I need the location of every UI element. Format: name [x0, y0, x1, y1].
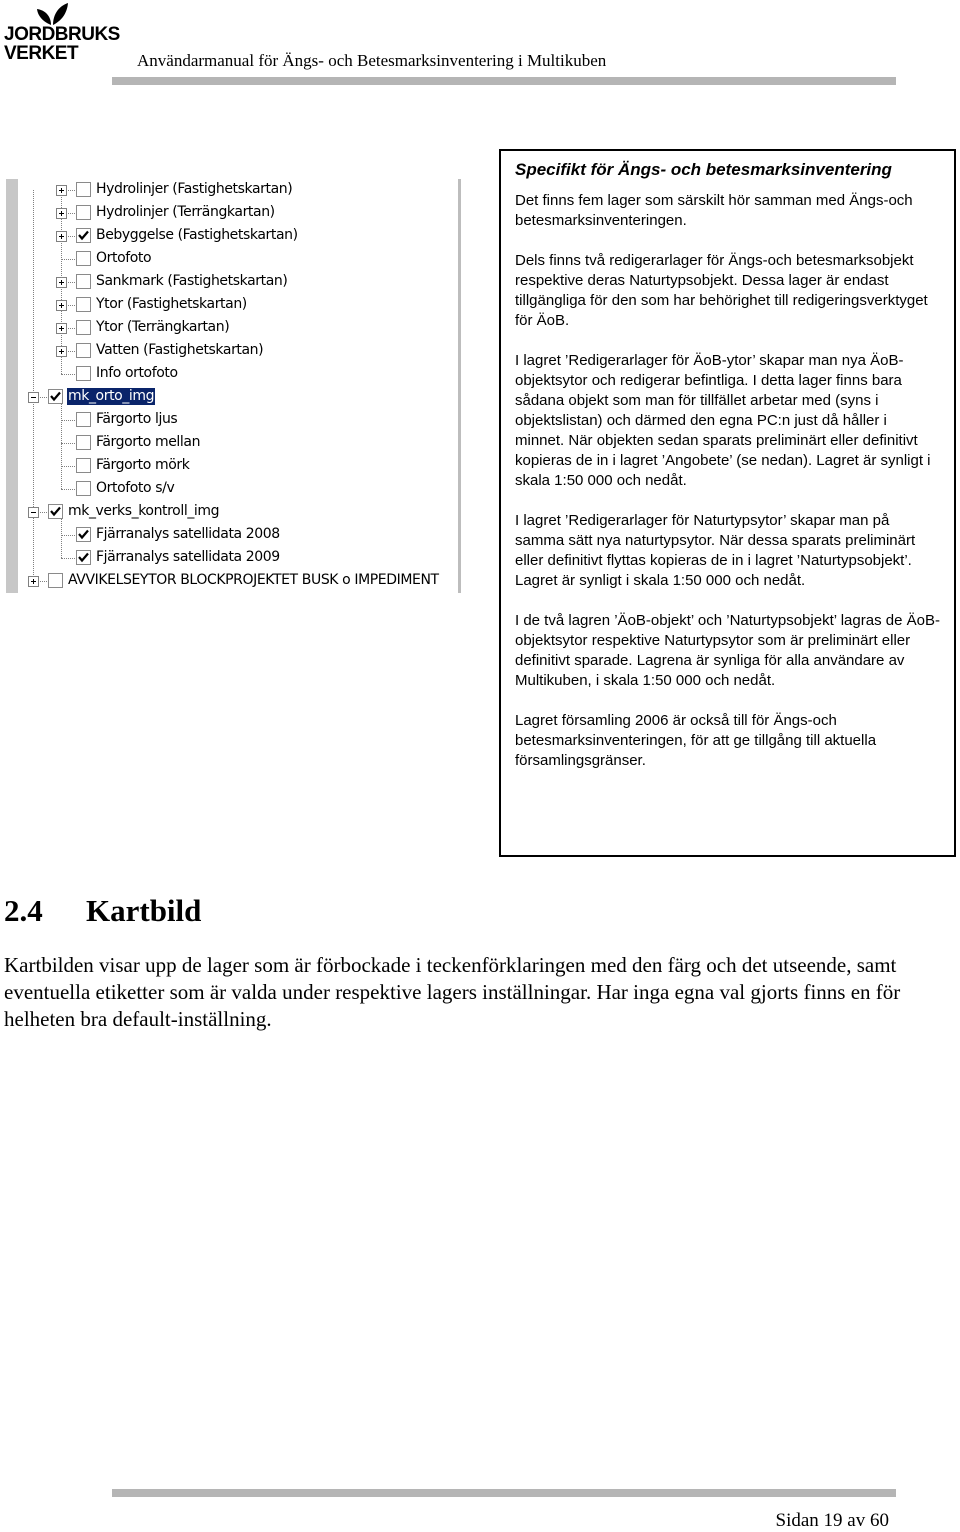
tree-node-label[interactable]: Hydrolinjer (Terrängkartan): [96, 204, 275, 220]
checkmark-icon: [50, 506, 61, 517]
expand-plus-icon[interactable]: [56, 185, 67, 196]
tree-node[interactable]: [6, 181, 461, 201]
info-paragraph: I lagret ’Redigerarlager för ÄoB-ytor’ skapar man nya ÄoB-objektsytor och redigerar befintliga. I detta lager finns bara sådana objekt som man för tillfället arbetar med (syns i objektslistan) och därmed den egna PC:n just då håller i minnet. När objekten sedan sparats preliminärt eller definitivt kopieras de in i lagret ’Angobete’ (se nedan). Lagret är synligt i skala 1:50 000 och nedåt.: [515, 352, 931, 489]
footer-divider: [112, 1489, 896, 1497]
checkbox-unchecked[interactable]: [76, 205, 91, 220]
tree-node[interactable]: [6, 503, 461, 523]
section-body: Kartbilden visar upp de lager som är förbockade i teckenförklaringen med den färg och det utseende, samt eventuella etiketter som är valda under respektive lagers inställningar. Har inga egna val gjorts finns en för helheten bra default-inställning.: [4, 953, 901, 1031]
document-header-title: Användarmanual för Ängs- och Betesmarksinventering i Multikuben: [137, 51, 607, 70]
checkbox-checked[interactable]: [48, 389, 63, 404]
checkbox-unchecked[interactable]: [76, 481, 91, 496]
tree-node[interactable]: [6, 434, 461, 454]
tree-connector-line: [61, 535, 75, 536]
expand-plus-icon[interactable]: [56, 277, 67, 288]
tree-node[interactable]: [6, 319, 461, 339]
checkbox-unchecked[interactable]: [76, 297, 91, 312]
page-number: Sidan 19 av 60: [775, 1510, 889, 1531]
tree-node[interactable]: [6, 250, 461, 270]
tree-node-label[interactable]: Ytor (Fastighetskartan): [96, 296, 247, 312]
info-paragraph: Dels finns två redigerarlager för Ängs-och betesmarksobjekt respektive deras Naturtypsobjekt. Dessa lager är endast tillgängliga för den som har behörighet till redigeringsverktyget för ÄoB.: [515, 252, 928, 329]
tree-node-label[interactable]: Fjärranalys satellidata 2008: [96, 526, 280, 542]
leaf-icon: [34, 2, 70, 26]
tree-node-label[interactable]: Färgorto mörk: [96, 457, 190, 473]
tree-node-label[interactable]: Info ortofoto: [96, 365, 178, 381]
expand-plus-icon[interactable]: [56, 208, 67, 219]
checkbox-checked[interactable]: [76, 527, 91, 542]
tree-connector-line: [61, 443, 75, 444]
tree-node-label[interactable]: Ortofoto s/v: [96, 480, 175, 496]
tree-connector-line: [61, 558, 75, 559]
header-divider: [112, 77, 896, 85]
section-heading: [4, 893, 201, 929]
collapse-minus-icon[interactable]: [28, 507, 39, 518]
section-title: Kartbild: [86, 893, 202, 928]
tree-node[interactable]: [6, 227, 461, 247]
tree-node[interactable]: [6, 296, 461, 316]
info-paragraph: Det finns fem lager som särskilt hör samman med Ängs-och betesmarksinventeringen.: [515, 192, 913, 229]
tree-node-label[interactable]: Ortofoto: [96, 250, 152, 266]
tree-node[interactable]: [6, 411, 461, 431]
tree-node[interactable]: [6, 457, 461, 477]
tree-node[interactable]: [6, 526, 461, 546]
checkbox-unchecked[interactable]: [76, 182, 91, 197]
tree-node-label[interactable]: Hydrolinjer (Fastighetskartan): [96, 181, 293, 197]
section-number: 2.4: [4, 893, 43, 928]
expand-plus-icon[interactable]: [56, 346, 67, 357]
tree-connector-line: [61, 374, 75, 375]
tree-node-label[interactable]: Vatten (Fastighetskartan): [96, 342, 264, 358]
logo-text-line2: VERKET: [4, 43, 79, 64]
checkbox-unchecked[interactable]: [76, 412, 91, 427]
info-paragraph: I lagret ’Redigerarlager för Naturtypsytor’ skapar man på samma sätt nya naturtypsytor. När dessa sparats preliminärt eller definitivt flyttas kopieras de in i lagret ’Naturtypsobjekt’. Lagret är synligt i skala 1:50 000 och nedåt.: [515, 512, 916, 589]
tree-node-label[interactable]: mk_orto_img: [68, 388, 155, 404]
tree-node[interactable]: [6, 572, 461, 592]
checkbox-unchecked[interactable]: [76, 458, 91, 473]
collapse-minus-icon[interactable]: [28, 392, 39, 403]
tree-node[interactable]: [6, 480, 461, 500]
checkbox-unchecked[interactable]: [76, 435, 91, 450]
checkbox-unchecked[interactable]: [76, 320, 91, 335]
checkbox-unchecked[interactable]: [48, 573, 63, 588]
tree-node[interactable]: [6, 388, 461, 408]
expand-plus-icon[interactable]: [56, 300, 67, 311]
tree-node-label[interactable]: Ytor (Terrängkartan): [96, 319, 230, 335]
checkbox-unchecked[interactable]: [76, 274, 91, 289]
checkmark-icon: [50, 391, 61, 402]
info-paragraph: I de två lagren ’ÄoB-objekt’ och ’Naturtypsobjekt’ lagras de ÄoB-objektsytor respektive Naturtypsytor som är preliminärt eller definitivt sparade. Lagrena är synliga för alla användare av Multikuben, i skala 1:50 000 och nedåt.: [515, 612, 940, 689]
tree-connector-line: [61, 259, 75, 260]
tree-node-label[interactable]: AVVIKELSEYTOR BLOCKPROJEKTET BUSK o IMPEDIMENT: [68, 572, 439, 588]
checkbox-checked[interactable]: [48, 504, 63, 519]
tree-node[interactable]: [6, 365, 461, 385]
expand-plus-icon[interactable]: [56, 323, 67, 334]
tree-connector-line: [61, 489, 75, 490]
expand-plus-icon[interactable]: [28, 576, 39, 587]
layer-tree-panel: [6, 179, 461, 593]
checkmark-icon: [78, 529, 89, 540]
checkmark-icon: [78, 230, 89, 241]
tree-node[interactable]: [6, 204, 461, 224]
tree-node-label[interactable]: mk_verks_kontroll_img: [68, 503, 220, 519]
tree-node-label[interactable]: Sankmark (Fastighetskartan): [96, 273, 288, 289]
tree-node-label[interactable]: Färgorto ljus: [96, 411, 178, 427]
info-box: [499, 149, 956, 857]
checkbox-checked[interactable]: [76, 550, 91, 565]
tree-connector-line: [61, 466, 75, 467]
tree-node[interactable]: [6, 273, 461, 293]
logo-text-line1: JORDBRUKS: [4, 24, 120, 45]
jordbruksverket-logo: [4, 2, 120, 64]
checkbox-unchecked[interactable]: [76, 366, 91, 381]
info-paragraph: Lagret församling 2006 är också till för Ängs-och betesmarksinventeringen, för att ge tillgång till aktuella församlingsgränser.: [515, 712, 877, 769]
checkbox-unchecked[interactable]: [76, 251, 91, 266]
checkbox-checked[interactable]: [76, 228, 91, 243]
tree-node-label[interactable]: Bebyggelse (Fastighetskartan): [96, 227, 298, 243]
tree-connector-line: [61, 420, 75, 421]
info-box-title: Specifikt för Ängs- och betesmarksinventering: [515, 160, 892, 179]
checkmark-icon: [78, 552, 89, 563]
tree-node[interactable]: [6, 342, 461, 362]
tree-node-label[interactable]: Fjärranalys satellidata 2009: [96, 549, 280, 565]
checkbox-unchecked[interactable]: [76, 343, 91, 358]
tree-node[interactable]: [6, 549, 461, 569]
expand-plus-icon[interactable]: [56, 231, 67, 242]
tree-node-label[interactable]: Färgorto mellan: [96, 434, 201, 450]
